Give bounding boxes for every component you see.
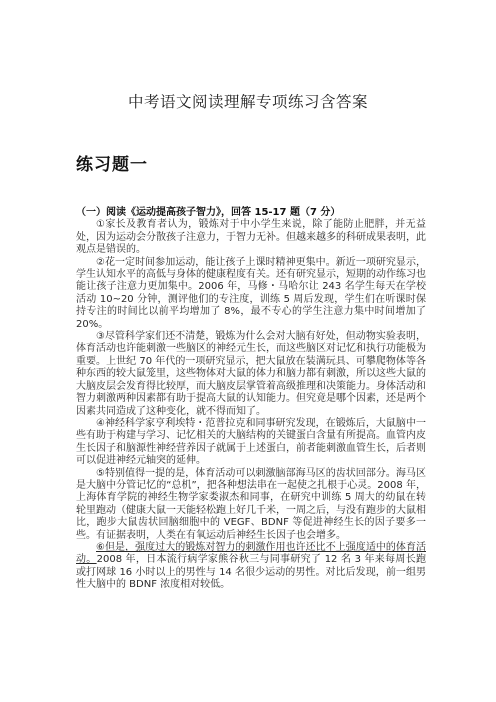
paragraph-3: ③尽管科学家们还不清楚，锻炼为什么会对大脑有好处，但动物实验表明，体育活动也许能刺激一些脑区的神经元生长，而这些脑区对记忆和执行功能极为重要。上世纪 70 年代的一项研究显示，把大鼠放在装满玩具、可攀爬物体等各种东西的较大鼠笼里，这些物体对大鼠的体力和脑力都有刺激，所以这些大鼠的大脑皮层会发育得比较厚，而大脑皮层掌管着高级推理和决策能力。身体活动和智力刺激两种因素都有助于提高大鼠的认知能力。但究竟是哪个因素，还是两个因素共同造成了这种变化，就不得而知了。 bbox=[76, 331, 426, 417]
paragraph-6 bbox=[76, 542, 426, 592]
question-heading: （一）阅读《运动提高孩子智力》，回答 15-17 题（7 分） bbox=[76, 207, 341, 218]
article-body bbox=[76, 207, 426, 592]
paragraph-5: ⑤特别值得一提的是，体育活动可以刺激脑部海马区的齿状回部分。海马区是大脑中分管记忆的“总机”，把各种想法串在一起使之扎根于心灵。2008 年，上海体育学院的神经生物学家娄淑杰和同事，在研究中训练 5 周大的幼鼠在转轮里跑动（健康大鼠一天能轻松跑上好几千米，一周之后，与没有跑步的大鼠相比，跑步大鼠齿状回脑细胞中的 VEGF、BDNF 等促进神经生长的因子要多一些。有证据表明，人类在有氧运动后神经生长因子也会增多。 bbox=[76, 467, 426, 541]
section-heading: 练习题一 bbox=[76, 155, 148, 175]
paragraph-1: ①家长及教育者认为，锻炼对于中小学生来说，除了能防止肥胖，并无益处，因为运动会分散孩子注意力，于智力无补。但越来越多的科研成果表明，此观点是错误的。 bbox=[76, 219, 426, 256]
paragraph-6-rest: 2008 年，日本流行病学家熊谷秋三与同事研究了 12 名 3 年来每周长跑或打网球 16 小时以上的男性与 14 名很少运动的男性。对比后发现，前一组男性大脑中的 BDNF 浓度相对较低。 bbox=[76, 554, 427, 591]
paragraph-2: ②花一定时间参加运动，能让孩子上课时精神更集中。新近一项研究显示，学生认知水平的高低与身体的健康程度有关。还有研究显示，短期的动作练习也能让孩子注意力更加集中。2006 年，马修・马哈尔让 243 名学生每天在学校活动 10~20 分钟，测评他们的专注度，训练 5 周后发现，学生们在听课时保持专注的时间比以前平均增加了 8%，最不专心的学生注意力集中时间增加了 20%。 bbox=[76, 256, 426, 330]
paragraph-4: ④神经科学家亨利埃特・范普拉克和同事研究发现，在锻炼后，大鼠脑中一些有助于构建与学习、记忆相关的大脑结构的关键蛋白含量有所提高。血管内皮生长因子和脑源性神经营养因子就属于上述蛋白，前者能刺激血管生长，后者则可以促进神经元轴突的延伸。 bbox=[76, 417, 426, 467]
document-title: 中考语文阅读理解专项练习含答案 bbox=[127, 93, 368, 111]
underlined-sentence: ⑥但是，强度过大的锻炼对智力的刺激作用也许还比不上强度适中的体育活动。 bbox=[76, 541, 426, 566]
